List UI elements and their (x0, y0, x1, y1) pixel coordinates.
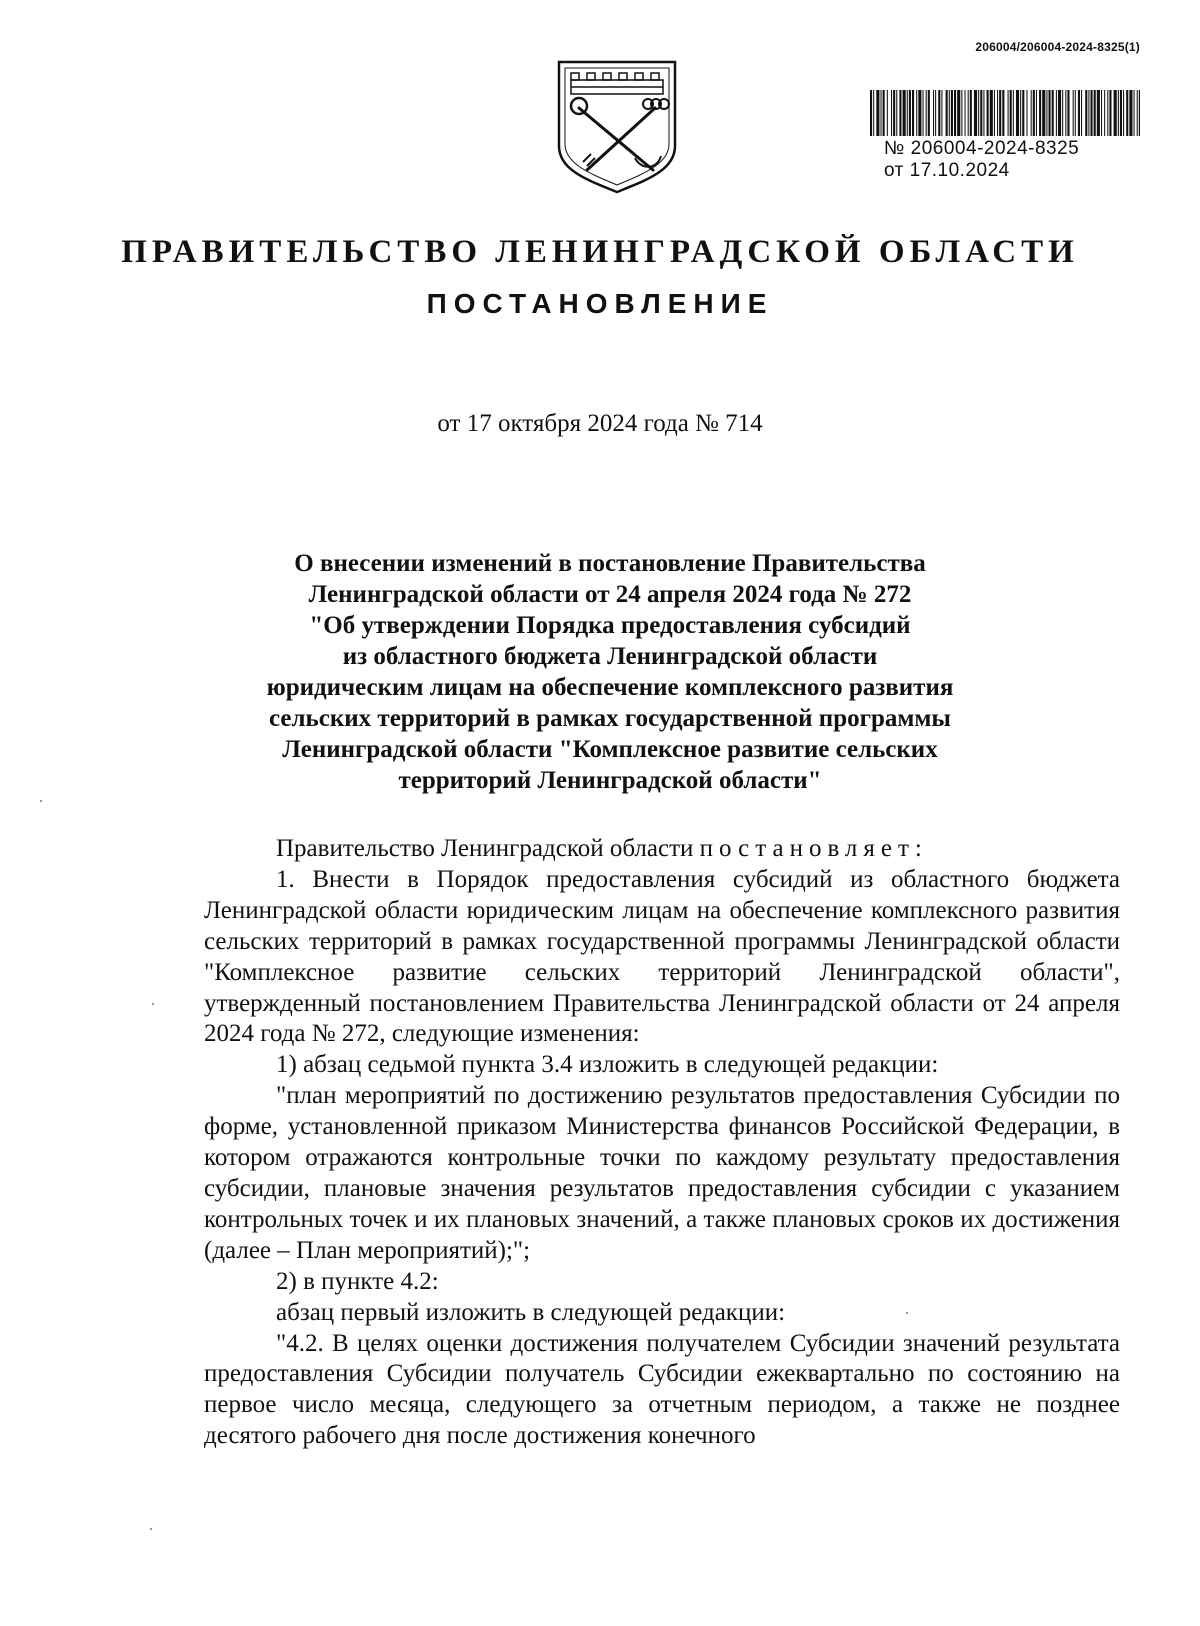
barcode-bar (1026, 90, 1027, 136)
barcode-bar (1039, 90, 1041, 136)
barcode-bar (1085, 90, 1087, 136)
barcode-bar (1010, 90, 1012, 136)
scan-speck (150, 1528, 152, 1530)
barcode-bar (1129, 90, 1132, 136)
barcode-bar (1107, 90, 1108, 136)
barcode-bar (1056, 90, 1057, 136)
barcode-bar (978, 90, 979, 136)
barcode-bar (903, 90, 906, 136)
intro-prefix: Правительство Ленинградской области (276, 835, 694, 862)
intro-action: постановляет: (699, 835, 928, 862)
barcode-bar (949, 90, 950, 136)
barcode-bar (941, 90, 942, 136)
barcode-bar (1033, 90, 1035, 136)
barcode-bar (1097, 90, 1100, 136)
barcode-bar (933, 90, 934, 136)
barcode-bar (1058, 90, 1061, 136)
barcode-bar (957, 90, 960, 136)
barcode-bar (1134, 90, 1135, 136)
barcode-bar (1109, 90, 1111, 136)
barcode-bar (1008, 90, 1009, 136)
barcode-bar (965, 90, 966, 136)
barcode-bar (881, 90, 882, 136)
barcode-bar (970, 90, 972, 136)
document-type: ПОСТАНОВЛЕНИЕ (426, 288, 774, 319)
barcode-bar (1065, 90, 1066, 136)
registration-number: № 206004-2024-8325 (884, 138, 1080, 159)
registration-block (884, 138, 1079, 182)
barcode-bar (876, 90, 879, 136)
barcode-bar (870, 90, 872, 136)
registration-date: от 17.10.2024 (884, 160, 1010, 181)
heading-line: из областного бюджета Ленинградской области (342, 643, 878, 670)
paragraph-3: "план мероприятий по достижению результатов предоставления Субсидии по форме, установленной приказом Министерства финансов Российской Федерации, в котором отражаются контрольные точки по каждому результату предоставления субсидии, плановые значения результатов предоставления субсидии с указанием контрольных точек и их плановых значений, а также плановых сроков их достижения (далее – План мероприятий);"; (204, 1082, 1120, 1264)
barcode-bar (923, 90, 924, 136)
barcode-bar (961, 90, 962, 136)
paragraph-5: абзац первый изложить в следующей редакции: (276, 1298, 786, 1326)
barcode-bar (873, 90, 874, 136)
barcode-bar (1075, 90, 1076, 136)
barcode-bar (912, 90, 914, 136)
heading-line: Ленинградской области от 24 апреля 2024 года № 272 (308, 581, 912, 608)
barcode-bar (1118, 90, 1119, 136)
barcode-bar (916, 90, 917, 136)
barcode-bar (994, 90, 995, 136)
heading-line: юридическим лицам на обеспечение комплексного развития (266, 674, 954, 701)
heading-line: "Об утверждении Порядка предоставления субсидий (309, 612, 911, 639)
barcode-bar (1081, 90, 1082, 136)
heading-line: сельских территорий в рамках государственной программы (269, 705, 951, 732)
barcode-bar (987, 90, 989, 136)
barcode-icon (870, 90, 1140, 136)
barcode-bar (1067, 90, 1069, 136)
scan-speck (40, 800, 42, 802)
barcode-bar (1078, 90, 1080, 136)
heading-line: О внесении изменений в постановление Правительства (294, 550, 926, 577)
barcode-bar (1049, 90, 1051, 136)
document-code: 206004/206004-2024-8325(1) (975, 40, 1140, 54)
barcode-bar (909, 90, 911, 136)
barcode-bar (1022, 90, 1024, 136)
barcode-bar (1020, 90, 1021, 136)
scan-speck (152, 1003, 154, 1005)
document-date-number: от 17 октября 2024 года № 714 (437, 410, 763, 437)
heading-line: Ленинградской области "Комплексное развитие сельских (282, 736, 938, 763)
intro-paragraph (204, 834, 1120, 865)
barcode-bar (899, 90, 901, 136)
barcode-bar (946, 90, 948, 136)
barcode-bar (968, 90, 969, 136)
barcode-bar (935, 90, 936, 136)
barcode-bar (1104, 90, 1105, 136)
barcode-bar (974, 90, 977, 136)
barcode-bar (1016, 90, 1019, 136)
barcode-bar (1013, 90, 1014, 136)
barcode-bar (896, 90, 897, 136)
barcode-bar (954, 90, 956, 136)
barcode-bar (1120, 90, 1122, 136)
government-title: ПРАВИТЕЛЬСТВО ЛЕНИНГРАДСКОЙ ОБЛАСТИ (121, 234, 1079, 270)
barcode-bar (997, 90, 998, 136)
barcode-bar (999, 90, 1001, 136)
barcode-bar (926, 90, 927, 136)
barcode-bar (1046, 90, 1047, 136)
barcode-bar (893, 90, 895, 136)
document-heading (200, 548, 1020, 796)
paragraph-2: 1) абзац седьмой пункта 3.4 изложить в следующей редакции: (276, 1051, 939, 1079)
paragraph-6: "4.2. В целях оценки достижения получателем Субсидии значений результата предоставления Субсидии получатель Субсидии ежеквартально по состоянию на первое число месяца, следующего за отчетным периодом, а также не позднее десятого рабочего дня после достижения конечного (204, 1329, 1120, 1450)
barcode-bar (1137, 90, 1138, 136)
barcode-bar (990, 90, 993, 136)
barcode-bar (1126, 90, 1128, 136)
barcode-bar (1036, 90, 1037, 136)
barcode-bar (1101, 90, 1102, 136)
barcode-bar (928, 90, 930, 136)
scan-speck (906, 1312, 908, 1314)
paragraph-4: 2) в пункте 4.2: (276, 1267, 439, 1295)
heading-line: территорий Ленинградской области" (398, 767, 822, 794)
barcode-bar (1139, 90, 1140, 136)
barcode-bar (918, 90, 921, 136)
barcode-bar (1088, 90, 1089, 136)
barcode-bar (951, 90, 953, 136)
document-body (204, 834, 1120, 1452)
barcode-bar (883, 90, 885, 136)
coat-of-arms-icon (555, 58, 679, 194)
barcode-bar (1002, 90, 1004, 136)
barcode-bar (887, 90, 888, 136)
barcode-bar (1031, 90, 1032, 136)
barcode-bar (1073, 90, 1074, 136)
barcode-bar (983, 90, 984, 136)
barcode-bar (1114, 90, 1117, 136)
barcode-bar (1062, 90, 1063, 136)
barcode-bar (1091, 90, 1093, 136)
barcode-bar (891, 90, 892, 136)
barcode-bar (1094, 90, 1096, 136)
barcode-bar (1052, 90, 1054, 136)
paragraph-1: 1. Внести в Порядок предоставления субсидий из областного бюджета Ленинградской области юридическим лицам на обеспечение комплексного развития сельских территорий в рамках государственной программы Ленинградской области "Комплексное развитие сельских территорий Ленинградской области", утвержденный постановлением Правительства Ленинградской области от 24 апреля 2024 года № 272, следующие изменения: (204, 865, 1120, 1048)
barcode-bar (907, 90, 908, 136)
barcode-bar (1123, 90, 1124, 136)
barcode-bar (1042, 90, 1045, 136)
barcode-bar (980, 90, 982, 136)
barcode-bar (938, 90, 940, 136)
